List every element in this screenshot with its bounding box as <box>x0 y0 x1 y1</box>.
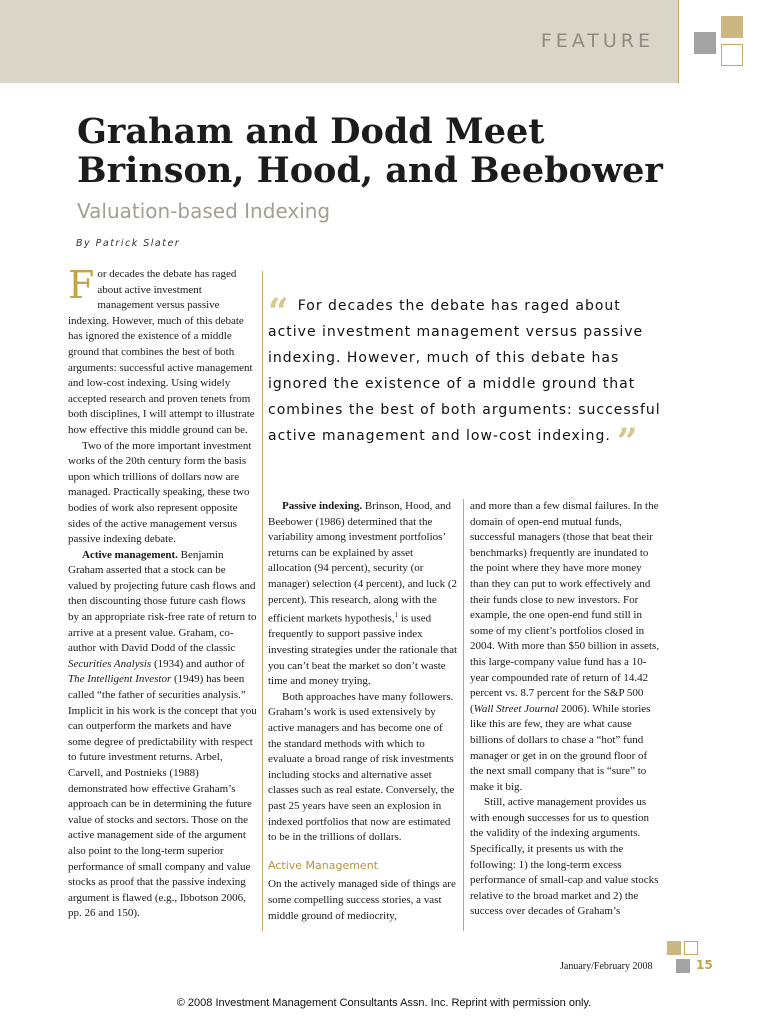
paragraph: Still, active management provides us with enough successes for us to question the validity of the indexing arguments. Specifically, it presents us with the following: 1) the long-term excess performance of small-cap and value stocks relative to the broad market and 2) the success over decades of Graham’s <box>470 796 659 918</box>
pull-quote <box>268 291 664 463</box>
text-run: is used frequently to support passive index investing strategies under the rationale that you can’t beat the market so don’t waste time and money trying. <box>268 612 458 688</box>
byline: By Patrick Slater <box>76 238 181 249</box>
source-title: Wall Street Journal <box>473 702 559 715</box>
header-divider <box>678 0 679 83</box>
middle-column <box>268 499 458 924</box>
drop-cap: F <box>68 263 95 307</box>
pull-quote-text: For decades the debate has raged about active investment management versus passive indexing. However, much of this debate has ignored the existence of a middle ground that combines the best of both arguments: successful active management and low-cost indexing. <box>268 298 661 444</box>
intro-text: or decades the debate has raged about active investment management versus passive indexing. However, much of this debate has ignored the existence of a middle ground that combines the best of both arguments: successful active management and low-cost indexing. Using widely accepted research and proven tenets from both disciplines, I will attempt to illustrate how effective this middle ground can be. <box>68 268 255 436</box>
open-quote-icon: “ <box>268 291 290 333</box>
issue-date: January/February 2008 <box>560 961 653 972</box>
passive-indexing-lead-in: Passive indexing. <box>282 500 363 512</box>
text-run: Benjamin Graham asserted that a stock can be valued by projecting future cash flows and then discounting those future cash flows by an appropriate risk-free rate of return to arrive at a present value. Graham, co-author with David Dodd of the classic <box>68 548 257 655</box>
copyright-notice: © 2008 Investment Management Consultants Assn. Inc. Reprint with permission only. <box>176 997 592 1009</box>
text-run: Brinson, Hood, and Beebower (1986) determined that the variability among investment portfolios’ returns can be explained by asset allocation (94 percent), security (or manager) selection (4 percent), and luck (2 percent). This research, along with the efficient markets hypothesis, <box>268 500 458 625</box>
text-run: (1949) has been called “the father of securities analysis.” Implicit in his work is the concept that you can outperform the markets and have some degree of predictability with respect to future investment returns. Arbel, Carvell, and Postnieks (1988) demonstrated how effective Graham’s approach can be in determining the future value of stocks and sectors. Those on the active management side of the argument also point to the long-term superior performance of small company and value stocks as proof that the passive indexing argument is flawed (e.g., Ibbotson 2006, pp. 26 and 150). <box>68 673 257 920</box>
text-run: (1934) and author of <box>151 657 245 670</box>
gray-square-icon <box>694 32 716 54</box>
section-heading: Active Management <box>268 858 378 872</box>
article-subtitle: Valuation-based Indexing <box>77 199 331 223</box>
left-column <box>68 263 257 922</box>
footnote-marker: 1 <box>394 611 399 620</box>
paragraph: On the actively managed side of things are some compelling success stories, a vast middle ground of mediocrity, <box>268 878 456 922</box>
paragraph <box>470 499 660 795</box>
book-title: Securities Analysis <box>68 657 152 670</box>
column-divider <box>463 499 464 931</box>
active-management-lead-in: Active management. <box>82 548 178 561</box>
outline-square-icon <box>721 44 743 66</box>
outline-square-icon <box>684 941 698 955</box>
column-divider <box>262 271 263 931</box>
article-title: Graham and Dodd Meet Brinson, Hood, and Beebower <box>77 111 663 191</box>
paragraph <box>268 499 458 690</box>
book-title: The Intelligent Investor <box>68 673 172 686</box>
paragraph <box>68 548 257 922</box>
text-run: and more than a few dismal failures. In the domain of open-end mutual funds, successful managers (those that beat their benchmarks) frequently are inundated to the point where they have more money than they can put to work effectively and their funds close to new investors. For example, the one open-end fund still in some of my client’s portfolios closed in 2004. With more than $50 billion in assets, this large-company value fund has a 10-year compounded rate of return of 14.42 percent vs. 8.7 percent for the S&P 500 ( <box>470 500 660 715</box>
page-number: 15 <box>696 958 713 972</box>
paragraph <box>68 263 257 439</box>
gray-square-icon <box>676 959 690 973</box>
paragraph: Both approaches have many followers. Graham’s work is used extensively by active managers and has become one of the standard methods with which to evaluate a broad range of risk investments including stocks and alternative asset classes such as real estate. Conversely, the past 25 years have seen an explosion in indexed portfolios that now are estimated to be in the trillions of dollars. <box>268 690 455 844</box>
close-quote-icon: ” <box>616 421 639 463</box>
right-column <box>470 499 660 920</box>
gold-square-icon <box>667 941 681 955</box>
paragraph: Two of the more important investment works of the 20th century form the basis upon which trillions of dollars now are managed. Practically speaking, these two bodies of work also represent opposite sides of the active management versus passive indexing debate. <box>68 439 252 546</box>
text-run: 2006). While stories like this are few, they are what cause billions of dollars to chase a “hot” fund manager or get in on the ground floor of the next small company that is “sure” to make it big. <box>470 702 651 793</box>
section-label: FEATURE <box>540 30 654 52</box>
gold-square-icon <box>721 16 743 38</box>
